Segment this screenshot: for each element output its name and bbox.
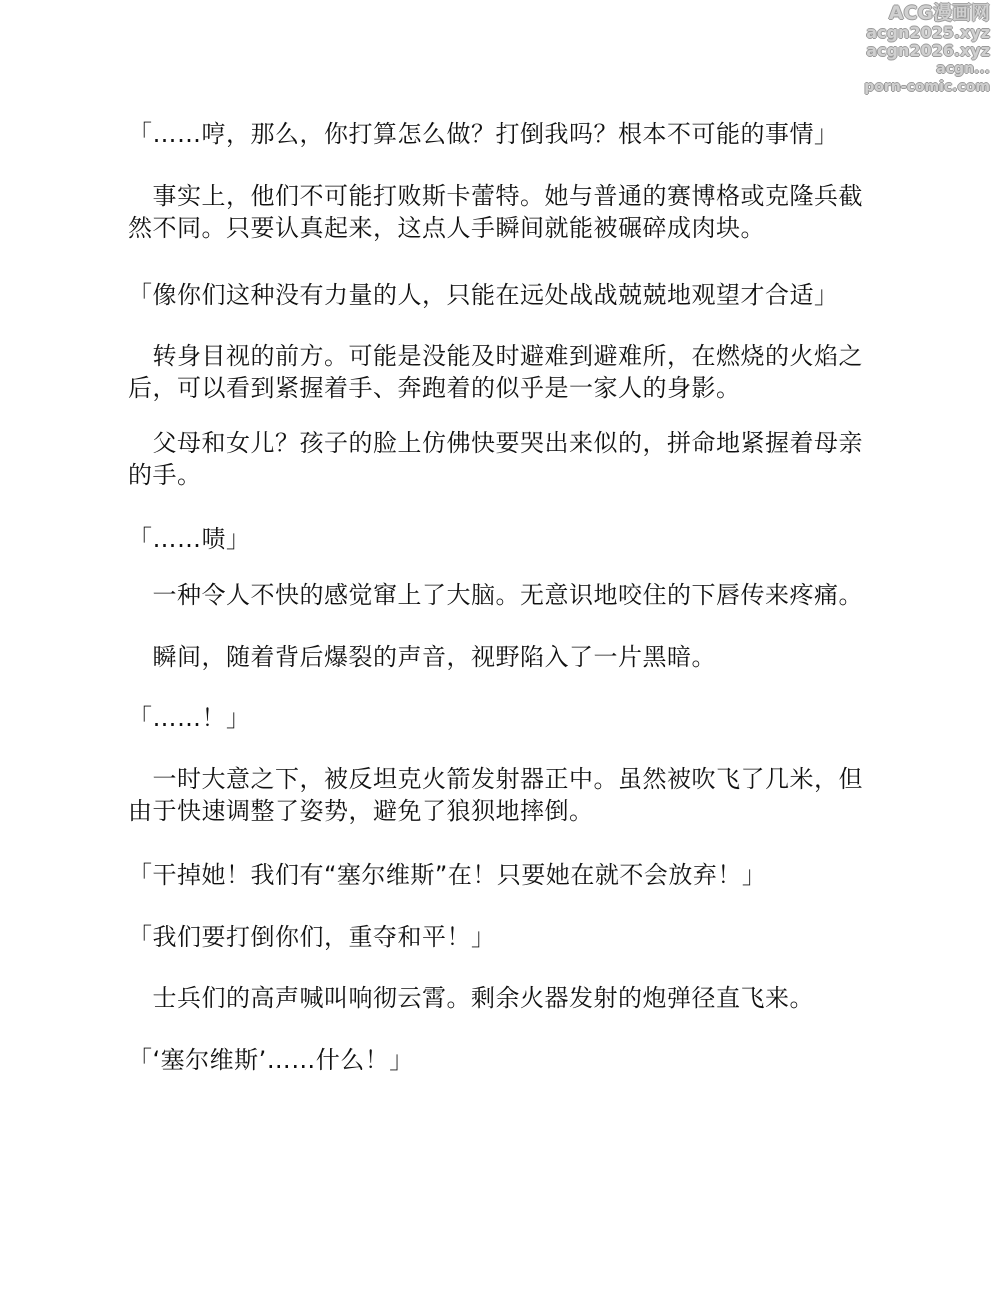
paragraph-dialogue-5: 「干掉她！我们有“塞尔维斯”在！只要她在就不会放弃！」: [128, 861, 767, 889]
paragraph-narration-5: 瞬间，随着背后爆裂的声音，视野陷入了一片黑暗。: [128, 643, 716, 671]
paragraph-dialogue-4: 「……！」: [128, 704, 251, 732]
paragraph-narration-6: 一时大意之下，被反坦克火箭发射器正中。虽然被吹飞了几米，但由于快速调整了姿势，避免了狼狈地摔倒。: [128, 765, 863, 825]
watermark-site-1: acgn2025.xyz: [866, 23, 990, 42]
paragraph-narration-3: 父母和女儿？孩子的脸上仿佛快要哭出来似的，拼命地紧握着母亲的手。: [128, 429, 863, 489]
paragraph-dialogue-2: 「像你们这种没有力量的人，只能在远处战战兢兢地观望才合适」: [128, 281, 839, 309]
watermark-site-3: acgn...: [936, 61, 990, 77]
watermark-site-2: acgn2026.xyz: [866, 41, 990, 60]
watermark-brand: ACG漫画网: [888, 2, 990, 24]
paragraph-dialogue-6: 「我们要打倒你们，重夺和平！」: [128, 923, 496, 951]
watermark-logo: [840, 2, 990, 96]
paragraph-narration-2: 转身目视的前方。可能是没能及时避难到避难所，在燃烧的火焰之后，可以看到紧握着手、奔跑着的似乎是一家人的身影。: [128, 342, 863, 402]
paragraph-dialogue-7: 「‘塞尔维斯’……什么！」: [128, 1046, 414, 1074]
paragraph-dialogue-1: 「……哼，那么，你打算怎么做？打倒我吗？根本不可能的事情」: [128, 120, 839, 148]
paragraph-dialogue-3: 「……啧」: [128, 525, 251, 553]
paragraph-narration-4: 一种令人不快的感觉窜上了大脑。无意识地咬住的下唇传来疼痛。: [128, 581, 863, 609]
paragraph-narration-7: 士兵们的高声喊叫响彻云霄。剩余火器发射的炮弹径直飞来。: [128, 984, 814, 1012]
paragraph-narration-1: 事实上，他们不可能打败斯卡蕾特。她与普通的赛博格或克隆兵截然不同。只要认真起来，这点人手瞬间就能被碾碎成肉块。: [128, 182, 863, 242]
watermark-site-4: porn-comic.com: [864, 79, 990, 95]
